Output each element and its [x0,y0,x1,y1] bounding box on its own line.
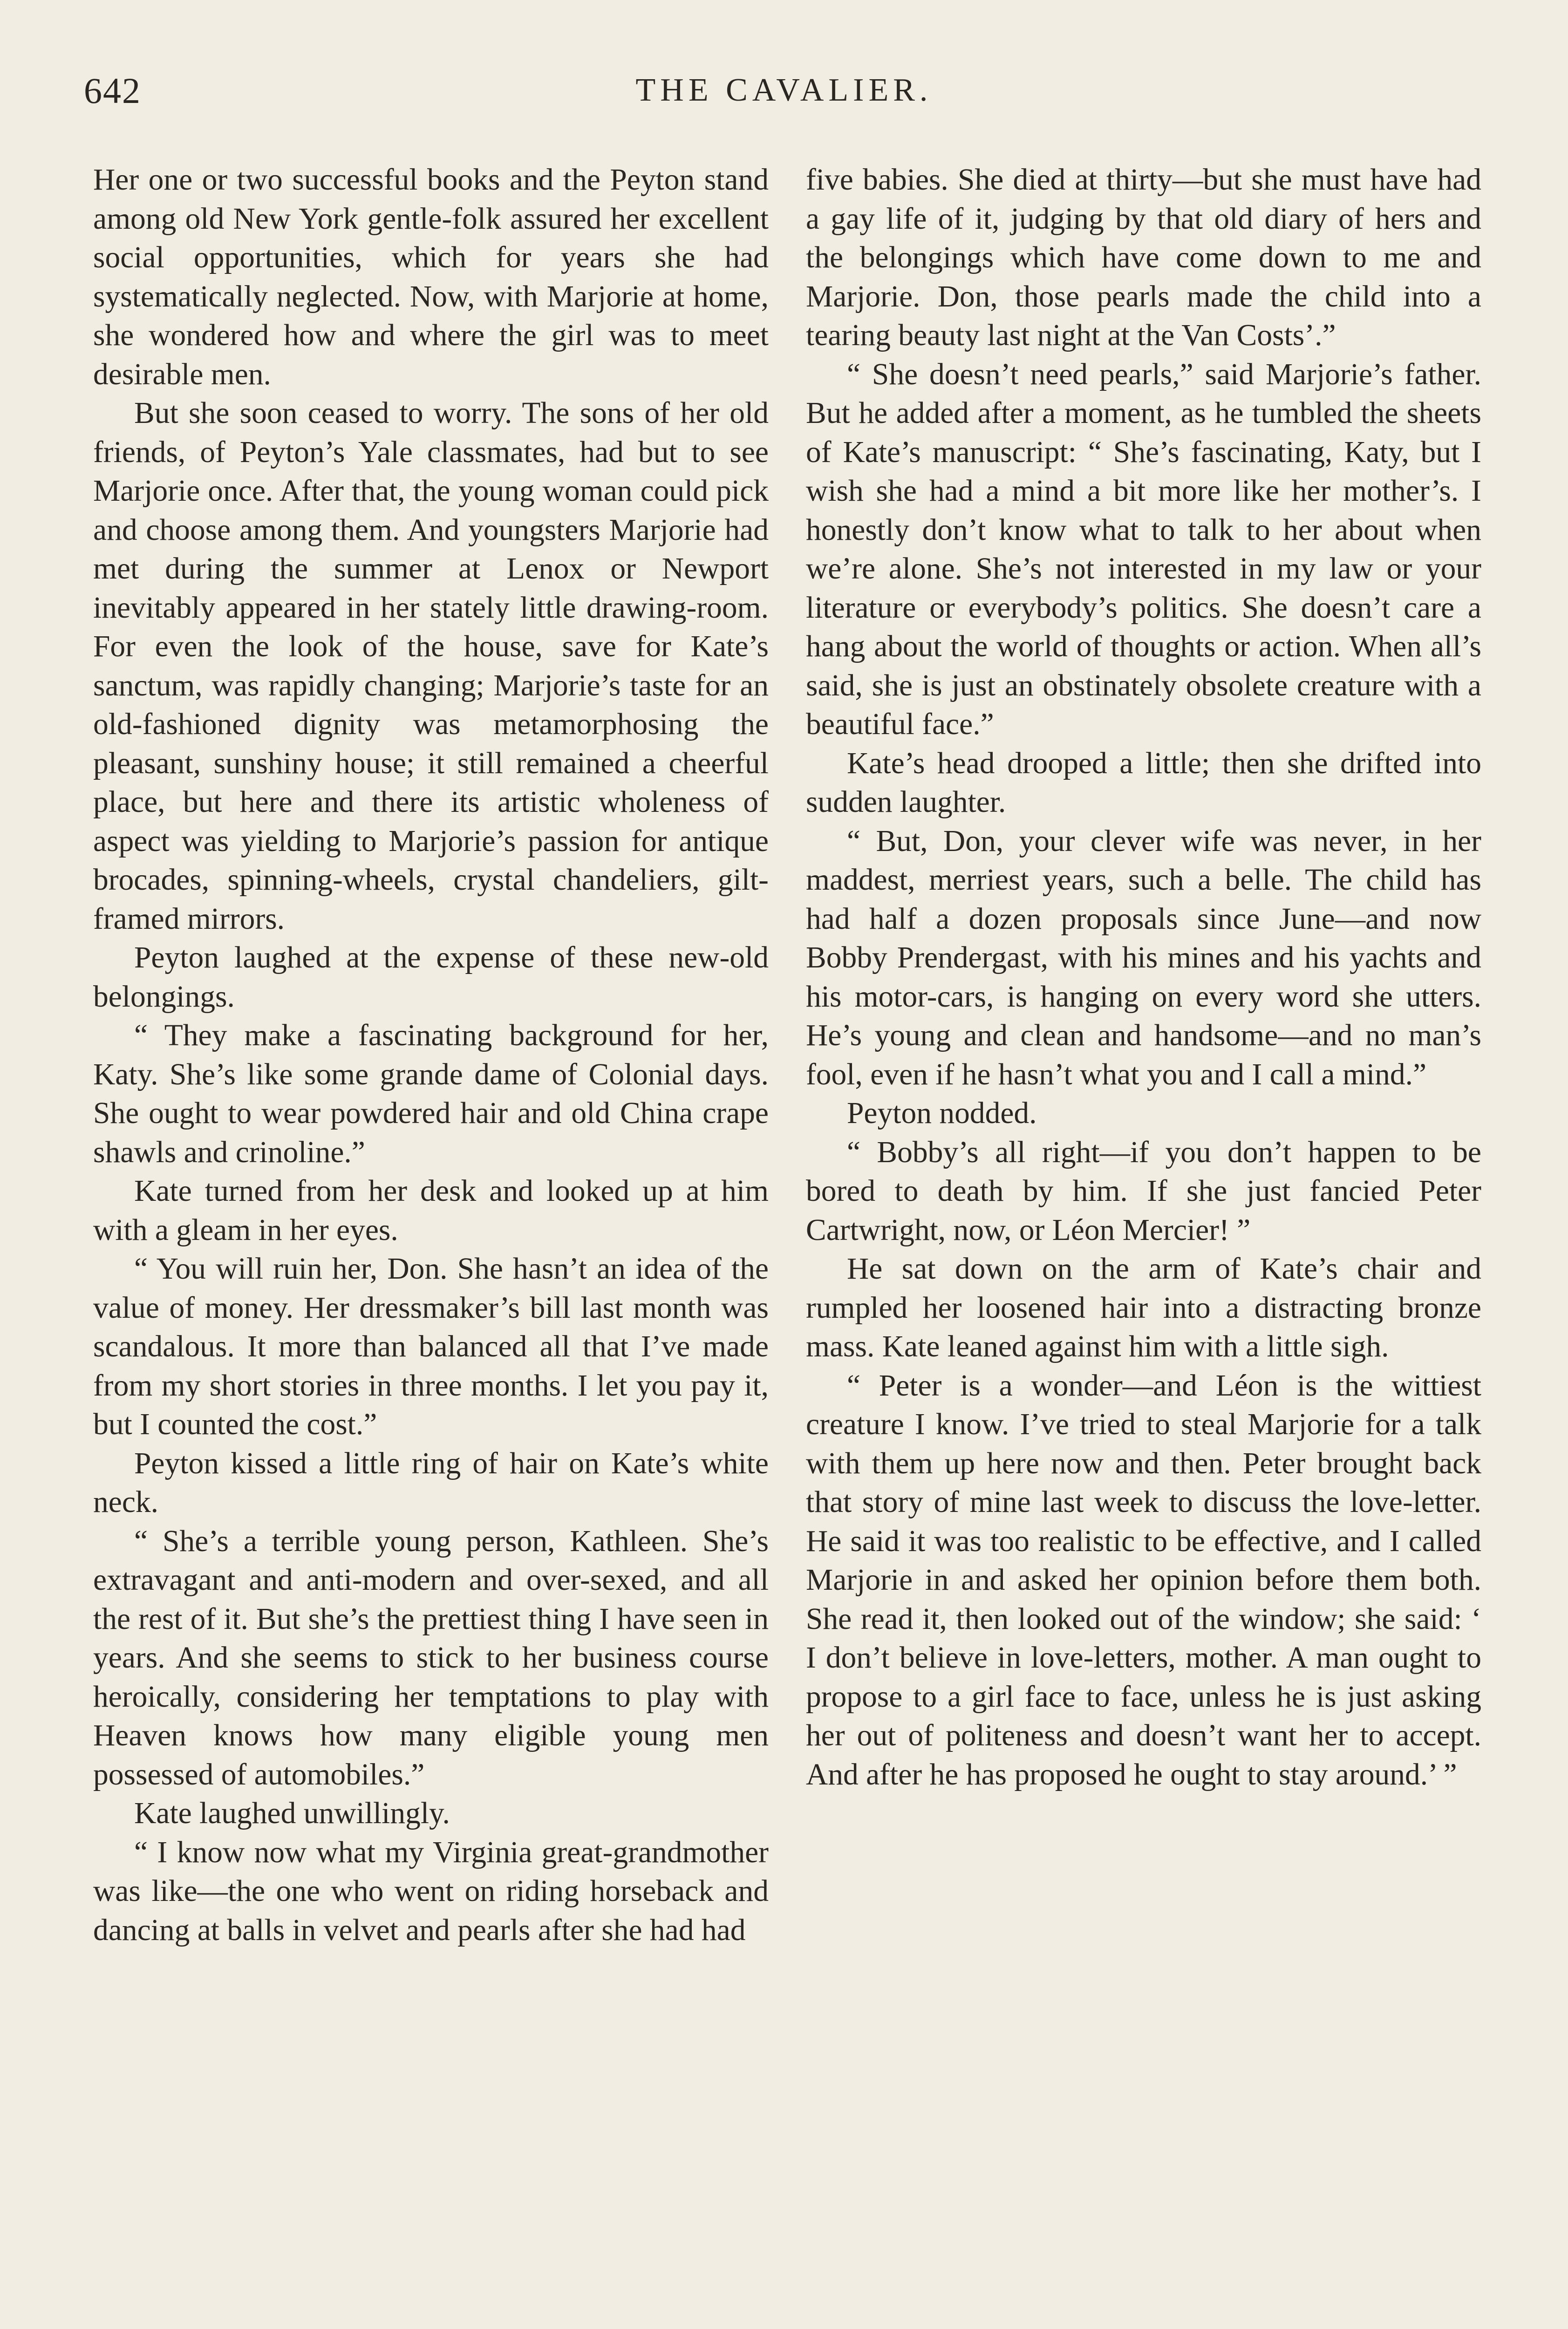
running-head: THE CAVALIER. [635,72,933,108]
left-column [93,161,769,1950]
paragraph: Kate turned from her desk and looked up at him with a gleam in her eyes. [93,1174,769,1247]
paragraph: five babies. She died at thirty—but she must have had a gay life of it, judging by that old diary of hers and the belongings which have come down to me and Marjorie. Don, those pearls made the child into a tearing beauty last night at the Van Costs’.” [806,163,1481,352]
paragraph: “ She’s a terrible young person, Kathleen. She’s extravagant and anti-modern and over-sexed, and all the rest of it. But she’s the prettiest thing I have seen in years. And she seems to stick to her business course heroically, considering her temptations to play with Heaven knows how many eligible young men possessed of automobiles.” [93,1524,769,1791]
paragraph: But she soon ceased to worry. The sons of her old friends, of Peyton’s Yale classmates, had but to see Marjorie once. After that, the young woman could pick and choose among them. And youngsters Marjorie had met during the summer at Lenox or Newport inevitably appeared in her stately little drawing-room. For even the look of the house, save for Kate’s sanctum, was rapidly changing; Marjorie’s taste for an old-fashioned dignity was metamorphosing the pleasant, sunshiny house; it still remained a cheerful place, but here and there its artistic wholeness of aspect was yielding to Marjorie’s passion for antique brocades, spinning-wheels, crystal chandeliers, gilt-framed mirrors. [93,396,769,936]
paragraph: “ I know now what my Virginia great-grandmother was like—the one who went on riding horseback and dancing at balls in velvet and pearls after she had had [93,1835,769,1947]
paragraph: Her one or two successful books and the Peyton stand among old New York gentle-folk assured her excellent social opportunities, which for years she had systematically neglected. Now, with Marjorie at home, she wondered how and where the girl was to meet desirable men. [93,163,769,391]
paragraph: Peyton kissed a little ring of hair on Kate’s white neck. [93,1446,769,1519]
paragraph: “ Bobby’s all right—if you don’t happen to be bored to death by him. If she just fancied Peter Cartwright, now, or Léon Mercier! ” [806,1135,1481,1247]
page-header [84,70,1484,126]
right-column [806,161,1481,1794]
paragraph: “ She doesn’t need pearls,” said Marjorie’s father. But he added after a moment, as he tumbled the sheets of Kate’s manuscript: “ She’s fascinating, Katy, but I wish she had a mind a bit more like her mother’s. I honestly don’t know what to talk to her about when we’re alone. She’s not interested in my law or your literature or everybody’s politics. She doesn’t care a hang about the world of thoughts or action. When all’s said, she is just an obstinately obsolete creature with a beautiful face.” [806,357,1481,741]
page-number: 642 [84,70,141,111]
paragraph: Peyton laughed at the expense of these new-old belongings. [93,941,769,1014]
paragraph: “ But, Don, your clever wife was never, in her maddest, merriest years, such a belle. The child has had half a dozen proposals since June—and now Bobby Prendergast, with his mines and his yachts and his motor-cars, is hanging on every word she utters. He’s young and clean and handsome—and no man’s fool, even if he hasn’t what you and I call a mind.” [806,824,1481,1091]
paragraph: He sat down on the arm of Kate’s chair and rumpled her loosened hair into a distracting bronze mass. Kate leaned against him with a little sigh. [806,1252,1481,1363]
paragraph: Kate laughed unwillingly. [134,1797,450,1830]
paragraph: Kate’s head drooped a little; then she drifted into sudden laughter. [806,746,1481,819]
paragraph: Peyton nodded. [847,1096,1037,1130]
paragraph: “ You will ruin her, Don. She hasn’t an idea of the value of money. Her dressmaker’s bill last month was scandalous. It more than balanced all that I’ve made from my short stories in three months. I let you pay it, but I counted the cost.” [93,1252,769,1441]
paragraph: “ Peter is a wonder—and Léon is the wittiest creature I know. I’ve tried to steal Marjorie for a talk with them up here now and then. Peter brought back that story of mine last week to discuss the love-letter. He said it was too realistic to be effective, and I called Marjorie in and asked her opinion before them both. She read it, then looked out of the window; she said: ‘ I don’t believe in love-letters, mother. A man ought to propose to a girl face to face, unless he is just asking her out of politeness and doesn’t want her to accept. And after he has proposed he ought to stay around.’ ” [806,1369,1481,1791]
paragraph: “ They make a fascinating background for her, Katy. She’s like some grande dame of Colonial days. She ought to wear powdered hair and old China crape shawls and crinoline.” [93,1019,769,1169]
